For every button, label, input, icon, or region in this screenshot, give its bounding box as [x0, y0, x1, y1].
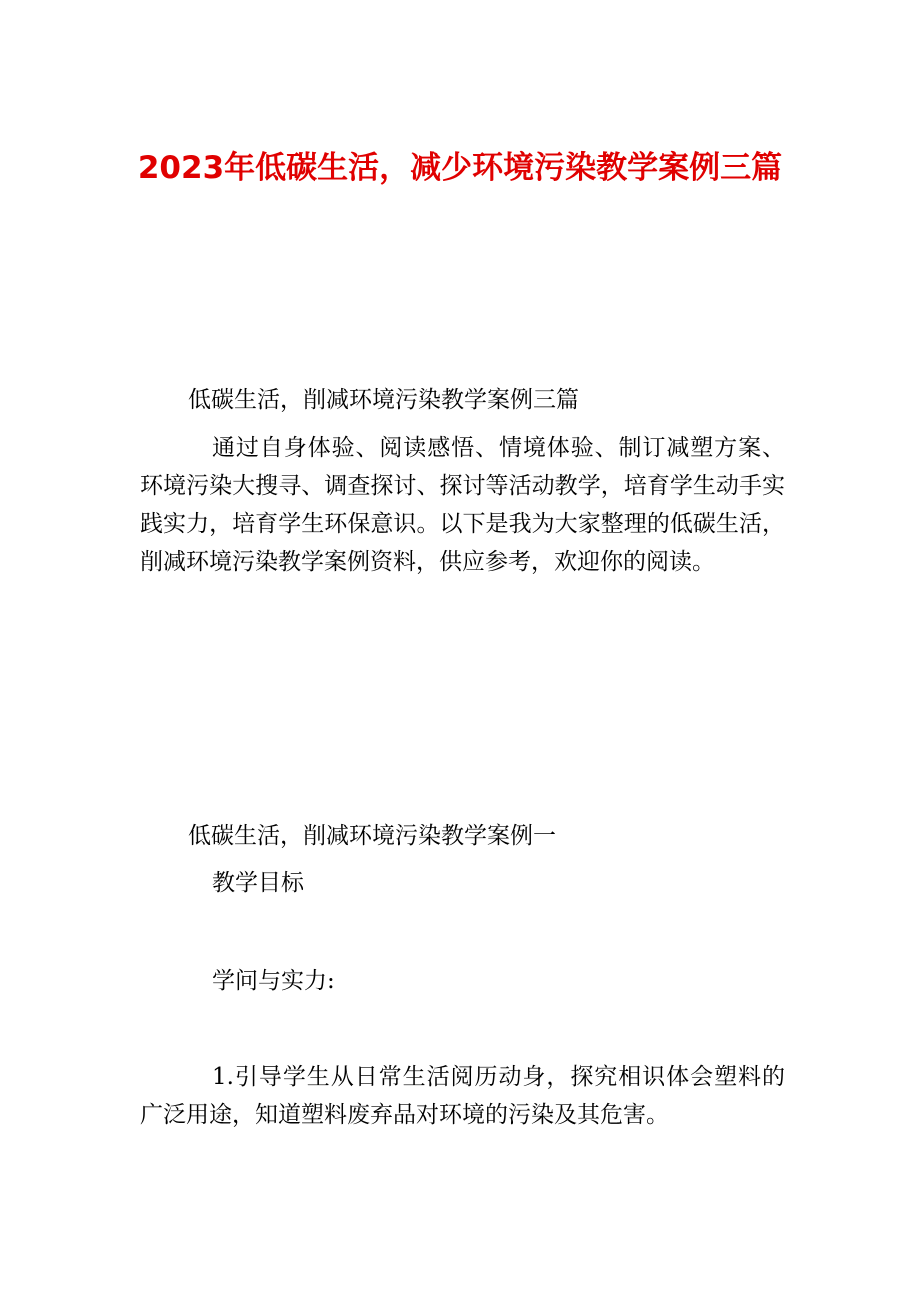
document-title: 2023年低碳生活，减少环境污染教学案例三篇: [137, 150, 783, 186]
document-subtitle: 低碳生活，削减环境污染教学案例三篇: [188, 387, 579, 413]
knowledge-ability-heading: 学问与实力:: [212, 968, 335, 994]
goal-item-1: 1.引导学生从日常生活阅历动身，探究相识体会塑料的广泛用途，知道塑料废弃品对环境的污染及其危害。: [140, 1064, 785, 1128]
case-one-heading: 低碳生活，削减环境污染教学案例一: [188, 823, 556, 849]
teaching-goal-heading: 教学目标: [212, 870, 304, 896]
intro-paragraph: 通过自身体验、阅读感悟、情境体验、制订减塑方案、环境污染大搜寻、调查探讨、探讨等活动教学，培育学生动手实践实力，培育学生环保意识。以下是我为大家整理的低碳生活，削减环境污染教学案例资料，供应参考，欢迎你的阅读。: [140, 435, 785, 575]
